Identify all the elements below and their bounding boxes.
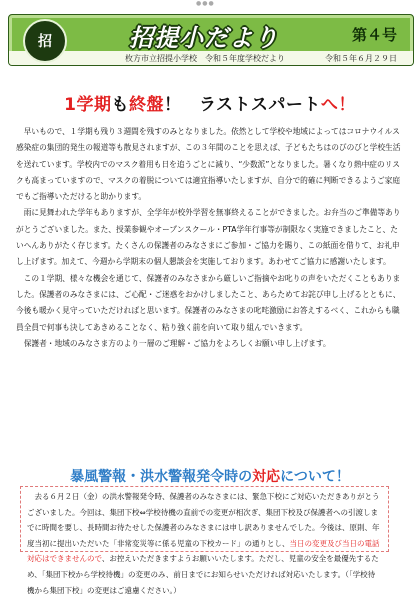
- issue-date: 令和５年６月２９日: [325, 54, 397, 63]
- warning-notice-box: [20, 486, 389, 595]
- notice-emphasis: 当日の変更及び当日の電話対応はできませんので: [27, 538, 380, 564]
- notice-text: [27, 489, 382, 598]
- notice-text-part: 去る６月２日（金）の洪水警報発令時、保護者のみなさまには、緊急下校にご対応いただきありがとうございました。今回は、集団下校⇔学校待機の直前での変更が相次ぎ、集団下校及び保護者への引渡しまでに時間を要し、長時間お待たせした保護者のみなさまには申し訳ありませんでした。今後は、原則、年度当初に提出いただいた「非常変災等に係る児童の下校カード」の通りとし、: [27, 492, 380, 548]
- section-heading-part: 暴風警報・洪水警報発令時の: [70, 469, 253, 485]
- headline-part: ！ ラストスパート: [164, 95, 321, 115]
- school-emblem-icon: 招: [23, 19, 67, 63]
- headline-part: 終盤: [129, 95, 164, 115]
- school-name: 枚方市立招提小学校 令和５年度学校だより: [125, 54, 285, 63]
- newsletter-title: 招提小だより: [129, 24, 279, 52]
- headline-part: も: [111, 95, 129, 115]
- newsletter-header: [8, 14, 414, 66]
- issue-number: 第４号: [351, 26, 397, 44]
- headline: [0, 90, 420, 115]
- headline-part: 1学期: [64, 95, 112, 115]
- headline-part: へ！: [320, 95, 356, 115]
- paragraph: この１学期、様々な機会を通じて、保護者のみなさまから厳しいご指摘やお叱りの声をいただくこともありました。保護者のみなさまには、ご心配・ご迷惑をおかけしましたこと、あらためてお詫び申し上げるとともに、今後も暖かく見守っていただければと思います。保護者のみなさまの叱咤激励にお答えするべく、これからも職員全員で何事も決してあきめることなく、粘り強く前を向いて取り組んでいきます。: [16, 273, 401, 332]
- paragraph: 早いもので、１学期も残り３週間を残すのみとなりました。依然として学校や地域によってはコロナウイルス感染症の集団的発生の報道等も散見されますが、この３年間のことを思えば、子どもたちはのびのびと学校生活を送れています。学校内でのマスク着用も日を追うごとに減り、“少数派”となりました。暑くなり熱中症のリスクも高まっていますので、マスクの着脱については適宜指導いたしますが、自分で的確に判断できるようご家庭でもご指導いただけると助かります。: [16, 127, 401, 202]
- article-body: [16, 124, 404, 352]
- section-heading: [0, 466, 420, 486]
- notice-text-part: 、お控えいただきますようお願いいたします。ただし、児童の安全を最優先するため、「集団下校から学校待機」の変更のみ、前日までにお知らせいただければ対応いたします。（「学校待機から集団下校」の変更はご遠慮ください。）: [27, 554, 379, 595]
- section-heading-part: について！: [280, 469, 350, 485]
- top-dots: ●●●: [196, 0, 215, 7]
- section-heading-accent: 対応: [252, 469, 281, 485]
- paragraph: 雨に見舞われた学年もありますが、全学年が校外学習を無事終えることができました。お弁当のご準備等ありがとうございました。また、授業参観やオープンスクール・PTA学年行事等が制限なく実施できましたこと、たいへんありがたく存じます。たくさんの保護者のみなさまにご参加・ご協力を賜り、この紙面を借りて、お礼申し上げます。加えて、今週から学期末の個人懇談会を実施しております。あわせてご協力に感謝いたします。: [16, 208, 401, 267]
- paragraph: 保護者・地域のみなさま方のより一層のご理解・ご協力をよろしくお願い申し上げます。: [23, 338, 331, 348]
